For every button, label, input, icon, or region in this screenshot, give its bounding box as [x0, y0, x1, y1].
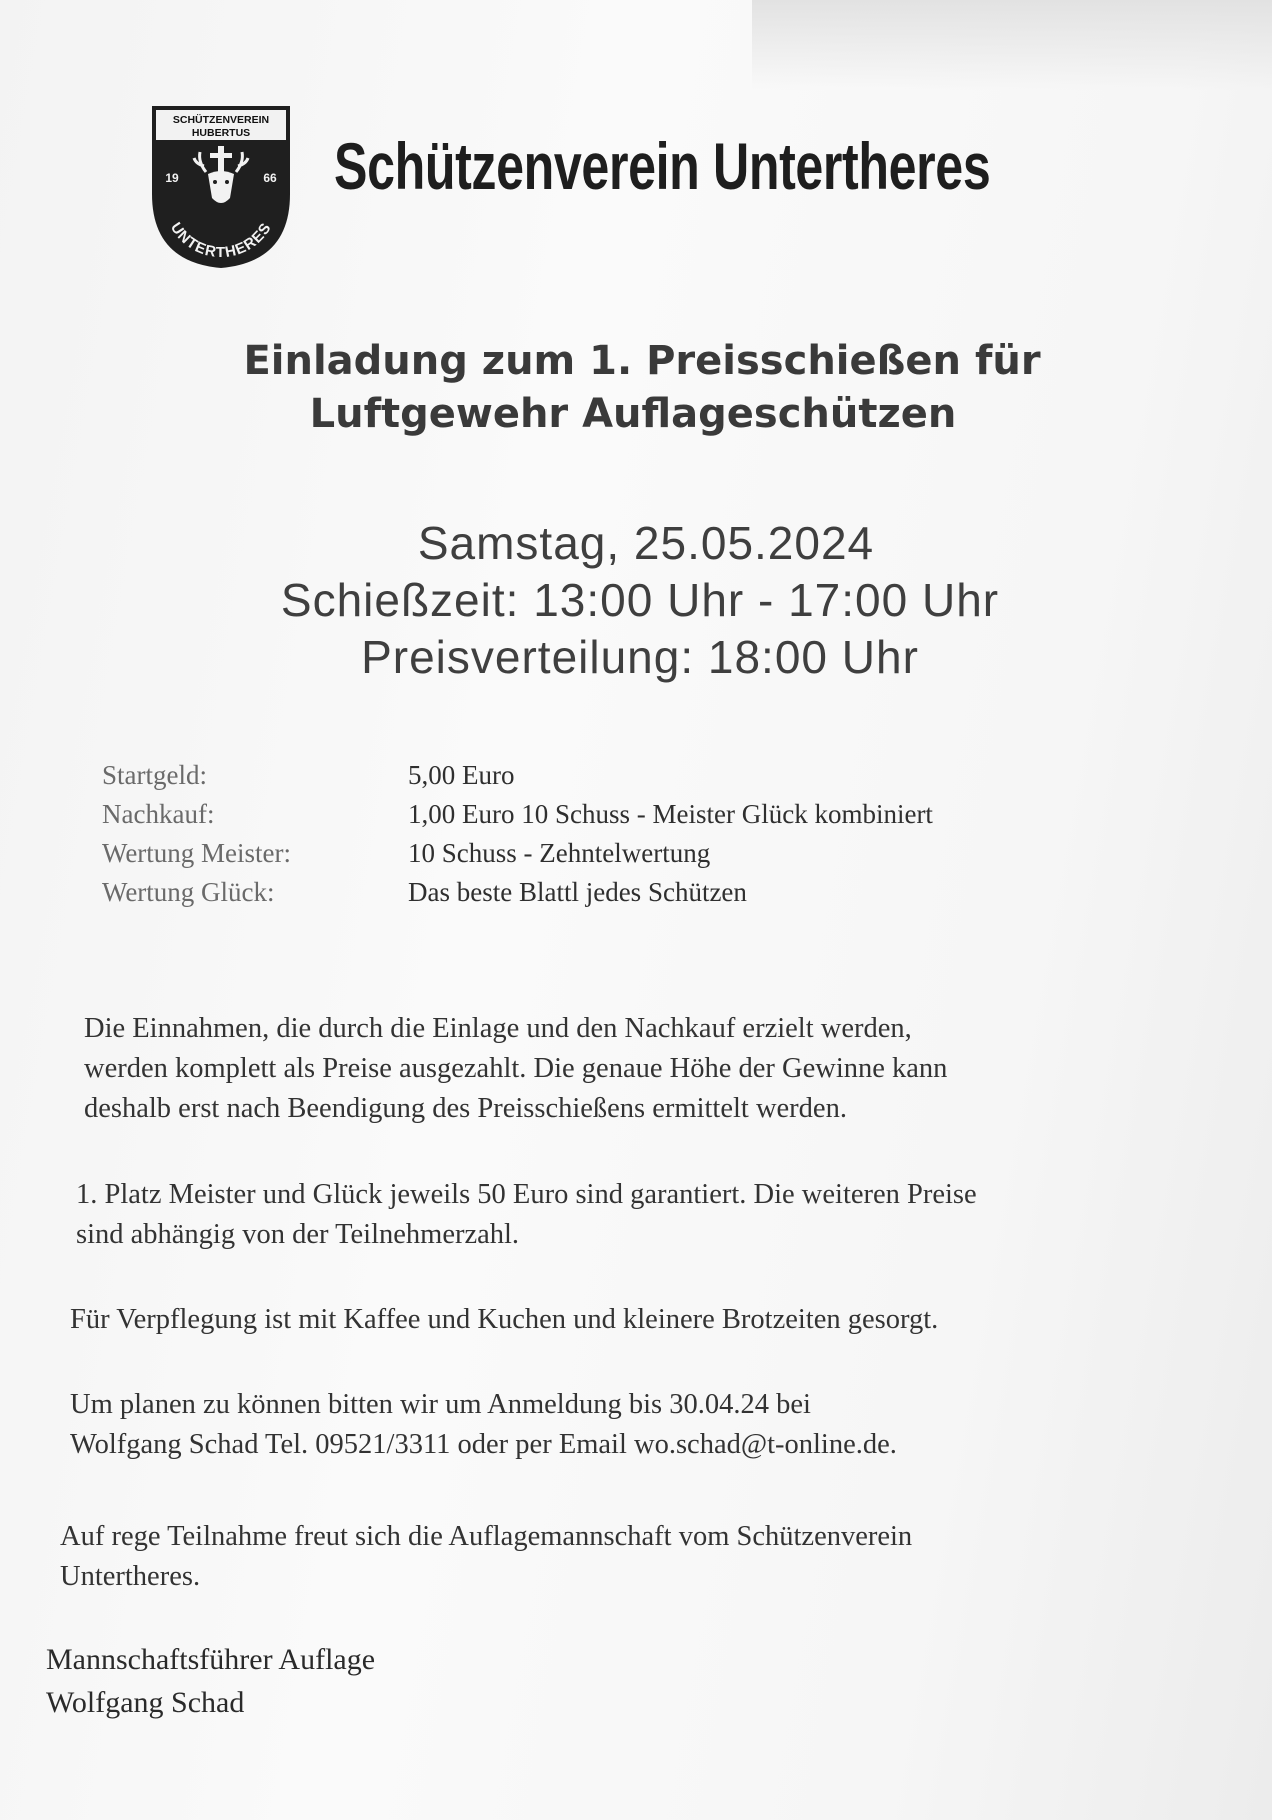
paragraph-line: Untertheres.	[60, 1561, 201, 1592]
club-crest-icon	[148, 102, 294, 270]
paragraph-line: 1. Platz Meister und Glück jeweils 50 Euro sind garantiert. Die weiteren Preise	[76, 1179, 977, 1210]
paragraph-line: Um planen zu können bitten wir um Anmeldung bis 30.04.24 bei	[70, 1389, 811, 1420]
detail-value: 5,00 Euro	[408, 760, 515, 790]
paragraph-line: Für Verpflegung ist mit Kaffee und Kuchen und kleinere Brotzeiten gesorgt.	[70, 1304, 939, 1335]
paragraph-line: deshalb erst nach Beendigung des Preisschießens ermittelt werden.	[84, 1093, 847, 1124]
invitation-headline-line1: Einladung zum 1. Preisschießen für	[243, 338, 1041, 384]
invitation-headline-line2: Luftgewehr Auflageschützen	[309, 391, 957, 437]
detail-label: Startgeld:	[102, 760, 207, 790]
paragraph-line: Wolfgang Schad Tel. 09521/3311 oder per Email wo.schad@t-online.de.	[70, 1429, 897, 1460]
paragraph-line: sind abhängig von der Teilnehmerzahl.	[76, 1219, 520, 1250]
logo-year-right: 66	[263, 171, 277, 185]
paragraph-line: werden komplett als Preise ausgezahlt. Die genaue Höhe der Gewinne kann	[84, 1053, 948, 1084]
paragraph-prizes	[76, 1175, 977, 1255]
signature-block	[46, 1638, 375, 1724]
logo-sub-text: HUBERTUS	[191, 127, 251, 139]
signature-name: Wolfgang Schad	[46, 1686, 245, 1719]
event-shooting-time: Schießzeit: 13:00 Uhr - 17:00 Uhr	[280, 574, 1000, 626]
club-name-title: Schützenverein Untertheres	[334, 129, 991, 203]
paragraph-catering	[70, 1300, 938, 1340]
event-date: Samstag, 25.05.2024	[417, 517, 875, 569]
paragraph-line: Die Einnahmen, die durch die Einlage und den Nachkauf erzielt werden,	[84, 1013, 912, 1044]
logo-top-text: SCHÜTZENVEREIN	[172, 114, 270, 126]
logo-year-left: 19	[165, 171, 179, 185]
detail-label: Wertung Glück:	[102, 877, 275, 907]
detail-value: Das beste Blattl jedes Schützen	[408, 877, 747, 907]
detail-value: 10 Schuss - Zehntelwertung	[408, 838, 711, 868]
paragraph-closing	[60, 1517, 912, 1597]
logo-bottom-text: UNTERTHERES	[166, 219, 276, 262]
paragraph-line: Auf rege Teilnahme freut sich die Auflagemannschaft vom Schützenverein	[60, 1521, 913, 1552]
detail-label: Wertung Meister:	[102, 838, 292, 868]
event-award-ceremony: Preisverteilung: 18:00 Uhr	[361, 631, 919, 683]
paragraph-income	[84, 1009, 947, 1129]
club-logo	[148, 102, 294, 270]
signature-role: Mannschaftsführer Auflage	[46, 1643, 376, 1676]
detail-value: 1,00 Euro 10 Schuss - Meister Glück kombiniert	[408, 799, 933, 829]
detail-label: Nachkauf:	[102, 799, 215, 829]
paragraph-registration	[70, 1385, 897, 1465]
